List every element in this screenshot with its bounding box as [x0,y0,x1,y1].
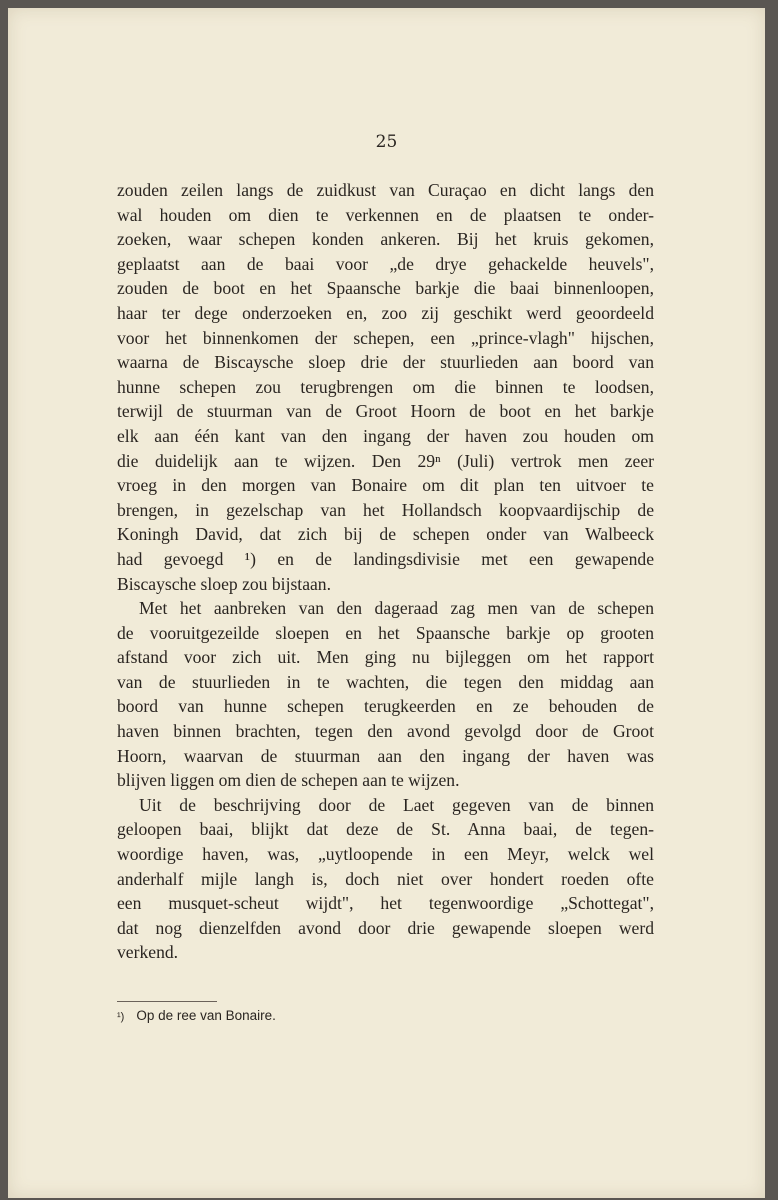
text-line: elk aan één kant van den ingang der haven zou houden om [117,425,654,446]
text-line: haar ter dege onderzoeken en, zoo zij geschikt werd geoordeeld [117,302,654,323]
text-line: zouden zeilen langs de zuidkust van Curaçao en dicht langs den [117,180,654,200]
text-line: Uit de beschrijving door de Laet gegeven van de binnen [139,794,654,815]
text-line: de vooruitgezeilde sloepen en het Spaansche barkje op grooten [117,622,654,643]
book-page [8,8,765,1198]
footnote-divider [117,1001,217,1002]
page-number: 25 [375,132,398,152]
text-line: afstand voor zich uit. Men ging nu bijleggen om het rapport [117,647,654,668]
text-line: een musquet-scheut wijdt", het tegenwoordige „Schottegat", [117,893,654,914]
text-line: terwijl de stuurman van de Groot Hoorn de boot en het barkje [117,401,654,422]
text-line: had gevoegd ¹) en de landingsdivisie met een gewapende [117,548,654,569]
text-line: haven binnen brachten, tegen den avond gevolgd door de Groot [117,721,654,742]
text-line: geloopen baai, blijkt dat deze de St. Anna baai, de tegen- [117,819,654,840]
text-line: geplaatst aan de baai voor „de drye gehackelde heuvels", [117,253,654,274]
text-line: blijven liggen om dien de schepen aan te wijzen. [117,770,460,791]
text-line: boord van hunne schepen terugkeerden en ze behouden de [117,696,654,717]
text-line: dat nog dienzelfden avond door drie gewapende sloepen werd [117,917,654,938]
footnote-text: Op de ree van Bonaire. [136,1008,276,1023]
footnote [117,1008,276,1023]
footnote-mark: ¹) [117,1011,125,1023]
text-line: hunne schepen zou terugbrengen om die binnen te loodsen, [117,376,654,397]
text-line: zoeken, waar schepen konden ankeren. Bij het kruis gekomen, [117,229,654,250]
text-line: voor het binnenkomen der schepen, een „prince-vlagh" hijschen, [117,327,654,348]
text-line: verkend. [117,942,179,963]
text-line: die duidelijk aan te wijzen. Den 29ⁿ (Juli) vertrok men zeer [117,450,654,471]
text-line: anderhalf mijle langh is, doch niet over hondert roeden ofte [117,868,654,889]
text-line: wal houden om dien te verkennen en de plaatsen te onder- [117,204,654,225]
text-line: zouden de boot en het Spaansche barkje die baai binnenloopen, [117,278,654,299]
text-line: Biscaysche sloep zou bijstaan. [117,573,332,594]
text-line: waarna de Biscaysche sloep drie der stuurlieden aan boord van [117,352,654,373]
text-line: Met het aanbreken van den dageraad zag men van de schepen [139,598,654,619]
text-line: woordige haven, was, „uytloopende in een Meyr, welck wel [117,844,654,865]
text-line: Koningh David, dat zich bij de schepen onder van Walbeeck [117,524,654,545]
text-line: vroeg in den morgen van Bonaire om dit plan ten uitvoer te [117,475,654,496]
text-line: brengen, in gezelschap van het Hollandsch koopvaardijschip de [117,499,654,520]
body-text [117,178,654,965]
text-line: van de stuurlieden in te wachten, die tegen den middag aan [117,671,654,692]
text-line: Hoorn, waarvan de stuurman aan den ingang der haven was [117,745,654,766]
